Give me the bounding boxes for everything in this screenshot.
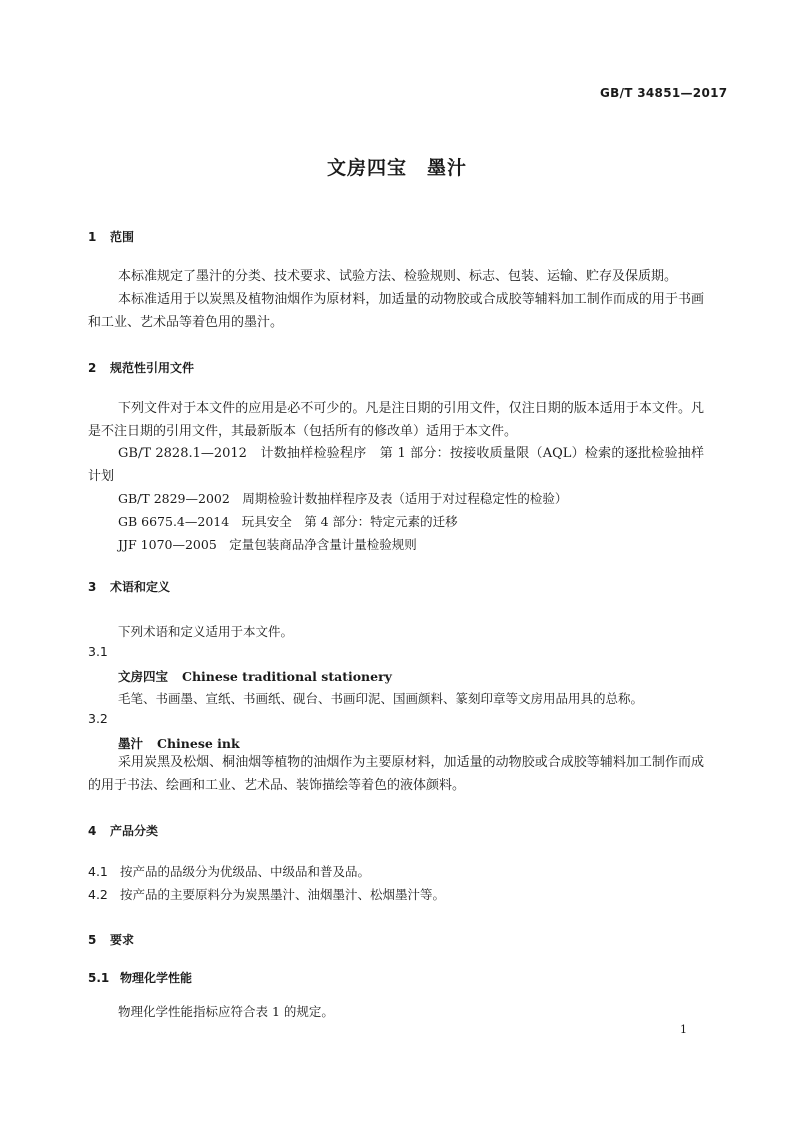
subsection-title: 物理化学性能 xyxy=(120,971,193,985)
term-3-1-definition: 毛笔、书画墨、宣纸、书画纸、砚台、书画印泥、国画颜料、篆刻印章等文房用品用具的总称。 xyxy=(118,691,644,706)
term-3-1 xyxy=(118,667,392,685)
document-title: 文房四宝 墨汁 xyxy=(326,157,467,179)
term-3-2-number: 3.2 xyxy=(88,711,108,726)
section-title: 范围 xyxy=(110,230,135,244)
section-number: 1 xyxy=(88,230,97,244)
subsection-number: 5.1 xyxy=(88,971,110,985)
term-3-1-number: 3.1 xyxy=(88,644,108,659)
section-title: 产品分类 xyxy=(110,824,159,838)
section-number: 4 xyxy=(88,824,97,838)
section-title: 规范性引用文件 xyxy=(110,361,195,375)
scope-paragraph-2: 本标准适用于以炭黑及植物油烟作为原材料，加适量的动物胶或合成胶等辅料加工制作而成的用于书画和工业、艺术品等着色用的墨汁。 xyxy=(88,292,704,330)
section-number: 3 xyxy=(88,580,97,594)
section-number: 5 xyxy=(88,933,97,947)
section-3-heading xyxy=(88,578,170,595)
term-3-2 xyxy=(118,734,240,752)
section-1-heading xyxy=(88,228,134,245)
subsection-5-1-heading xyxy=(88,969,192,986)
term-3-2-definition: 采用炭黑及松烟、桐油烟等植物的油烟作为主要原材料，加适量的动物胶或合成胶等辅料加工制作而成的用于书法、绘画和工业、艺术品、装饰描绘等着色的液体颜料。 xyxy=(88,755,704,793)
reference-gb-t-2828-1: GB/T 2828.1—2012 计数抽样检验程序 第 1 部分：按接收质量限（AQL）检索的逐批检验抽样计划 xyxy=(88,446,704,484)
physicochemical-paragraph: 物理化学性能指标应符合表 1 的规定。 xyxy=(118,1004,334,1019)
reference-jjf-1070: JJF 1070—2005 定量包装商品净含量计量检验规则 xyxy=(118,537,417,552)
page-number: 1 xyxy=(680,1023,687,1036)
clause-number: 4.1 xyxy=(88,864,108,879)
section-title: 要求 xyxy=(110,933,135,947)
term-english: Chinese traditional stationery xyxy=(182,669,392,684)
clause-4-2 xyxy=(88,885,445,903)
term-chinese: 墨汁 xyxy=(118,736,144,751)
term-chinese: 文房四宝 xyxy=(118,669,169,684)
section-2-heading xyxy=(88,359,194,376)
terms-intro: 下列术语和定义适用于本文件。 xyxy=(118,624,294,639)
clause-number: 4.2 xyxy=(88,887,108,902)
clause-text: 按产品的品级分为优级品、中级品和普及品。 xyxy=(120,864,371,879)
section-5-heading xyxy=(88,931,134,948)
clause-text: 按产品的主要原料分为炭黑墨汁、油烟墨汁、松烟墨汁等。 xyxy=(120,887,446,902)
reference-gb-6675-4: GB 6675.4—2014 玩具安全 第 4 部分：特定元素的迁移 xyxy=(118,514,458,529)
references-intro: 下列文件对于本文件的应用是必不可少的。凡是注日期的引用文件，仅注日期的版本适用于本文件。凡是不注日期的引用文件，其最新版本（包括所有的修改单）适用于本文件。 xyxy=(88,401,704,439)
scope-paragraph-1: 本标准规定了墨汁的分类、技术要求、试验方法、检验规则、标志、包装、运输、贮存及保质期。 xyxy=(118,269,678,284)
clause-4-1 xyxy=(88,862,370,880)
reference-gb-t-2829: GB/T 2829—2002 周期检验计数抽样程序及表（适用于对过程稳定性的检验） xyxy=(118,491,568,506)
section-title: 术语和定义 xyxy=(110,580,171,594)
section-number: 2 xyxy=(88,361,97,375)
section-4-heading xyxy=(88,822,158,839)
term-english: Chinese ink xyxy=(157,736,240,751)
standard-number: GB/T 34851—2017 xyxy=(600,86,728,100)
